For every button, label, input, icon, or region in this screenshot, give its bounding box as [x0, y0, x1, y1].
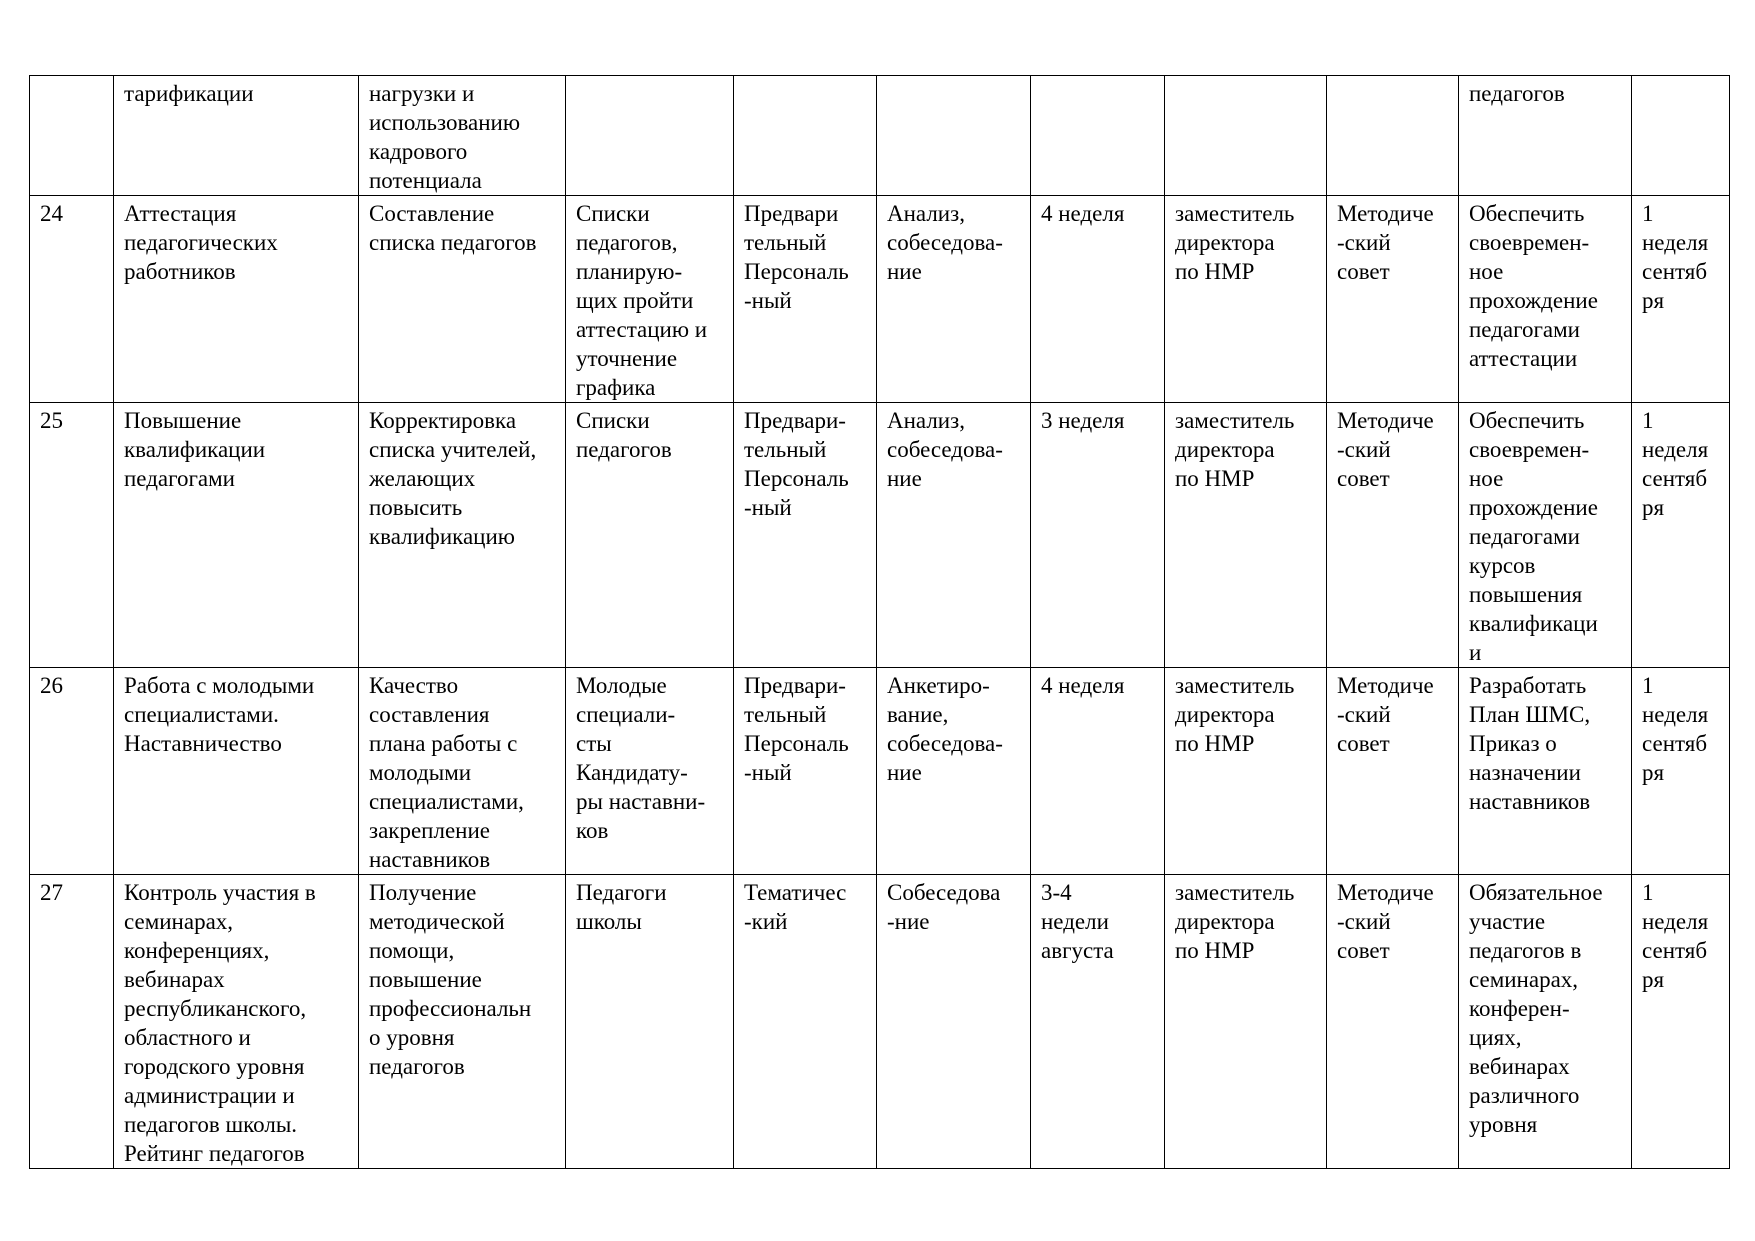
cell-discussion-place: Методиче -ский совет	[1327, 403, 1459, 668]
cell-object: Молодые специали- сты Кандидату- ры наставни- ков	[566, 668, 734, 875]
cell-deadline: 1 неделя сентяб ря	[1632, 403, 1730, 668]
cell-goal: нагрузки и использованию кадрового потенциала	[359, 76, 566, 196]
cell-result: Обеспечить своевремен- ное прохождение педагогами курсов повышения квалификаци и	[1459, 403, 1632, 668]
cell-control-type: Предвари тельный Персональ -ный	[734, 196, 877, 403]
cell-topic: Работа с молодыми специалистами. Наставничество	[114, 668, 359, 875]
cell-number: 27	[30, 875, 114, 1169]
cell-period: 4 неделя	[1031, 196, 1165, 403]
plan-table	[29, 75, 1730, 1169]
cell-goal: Получение методической помощи, повышение профессиональн о уровня педагогов	[359, 875, 566, 1169]
cell-object: Списки педагогов	[566, 403, 734, 668]
cell-control-type	[734, 76, 877, 196]
cell-number: 25	[30, 403, 114, 668]
cell-responsible: заместитель директора по НМР	[1165, 668, 1327, 875]
cell-object: Педагоги школы	[566, 875, 734, 1169]
cell-responsible: заместитель директора по НМР	[1165, 196, 1327, 403]
cell-method: Анализ, собеседова- ние	[877, 403, 1031, 668]
cell-method: Анкетиро- вание, собеседова- ние	[877, 668, 1031, 875]
table-row	[30, 196, 1730, 403]
cell-period: 3 неделя	[1031, 403, 1165, 668]
cell-result: педагогов	[1459, 76, 1632, 196]
cell-control-type: Предвари- тельный Персональ -ный	[734, 403, 877, 668]
cell-goal: Корректировка списка учителей, желающих повысить квалификацию	[359, 403, 566, 668]
cell-responsible: заместитель директора по НМР	[1165, 875, 1327, 1169]
cell-period	[1031, 76, 1165, 196]
cell-period: 4 неделя	[1031, 668, 1165, 875]
cell-topic: Контроль участия в семинарах, конференциях, вебинарах республиканского, областного и городского уровня администрации и педагогов школы. Рейтинг педагогов	[114, 875, 359, 1169]
cell-goal: Качество составления плана работы с молодыми специалистами, закрепление наставников	[359, 668, 566, 875]
cell-topic: Повышение квалификации педагогами	[114, 403, 359, 668]
cell-discussion-place	[1327, 76, 1459, 196]
table-row	[30, 76, 1730, 196]
cell-topic: Аттестация педагогических работников	[114, 196, 359, 403]
cell-method: Собеседова -ние	[877, 875, 1031, 1169]
cell-discussion-place: Методиче -ский совет	[1327, 875, 1459, 1169]
cell-result: Обязательное участие педагогов в семинарах, конферен- циях, вебинарах различного уровня	[1459, 875, 1632, 1169]
cell-number: 26	[30, 668, 114, 875]
cell-method	[877, 76, 1031, 196]
cell-result: Разработать План ШМС, Приказ о назначении наставников	[1459, 668, 1632, 875]
cell-object	[566, 76, 734, 196]
cell-period: 3-4 недели августа	[1031, 875, 1165, 1169]
cell-responsible	[1165, 76, 1327, 196]
cell-control-type: Тематичес -кий	[734, 875, 877, 1169]
cell-responsible: заместитель директора по НМР	[1165, 403, 1327, 668]
table-row	[30, 403, 1730, 668]
table-row	[30, 668, 1730, 875]
cell-deadline: 1 неделя сентяб ря	[1632, 668, 1730, 875]
cell-number: 24	[30, 196, 114, 403]
cell-discussion-place: Методиче -ский совет	[1327, 668, 1459, 875]
cell-topic: тарификации	[114, 76, 359, 196]
cell-goal: Составление списка педагогов	[359, 196, 566, 403]
cell-number	[30, 76, 114, 196]
cell-control-type: Предвари- тельный Персональ -ный	[734, 668, 877, 875]
table-row	[30, 875, 1730, 1169]
cell-method: Анализ, собеседова- ние	[877, 196, 1031, 403]
cell-deadline: 1 неделя сентяб ря	[1632, 875, 1730, 1169]
cell-result: Обеспечить своевремен- ное прохождение педагогами аттестации	[1459, 196, 1632, 403]
cell-deadline	[1632, 76, 1730, 196]
cell-object: Списки педагогов, планирую- щих пройти аттестацию и уточнение графика	[566, 196, 734, 403]
cell-discussion-place: Методиче -ский совет	[1327, 196, 1459, 403]
cell-deadline: 1 неделя сентяб ря	[1632, 196, 1730, 403]
